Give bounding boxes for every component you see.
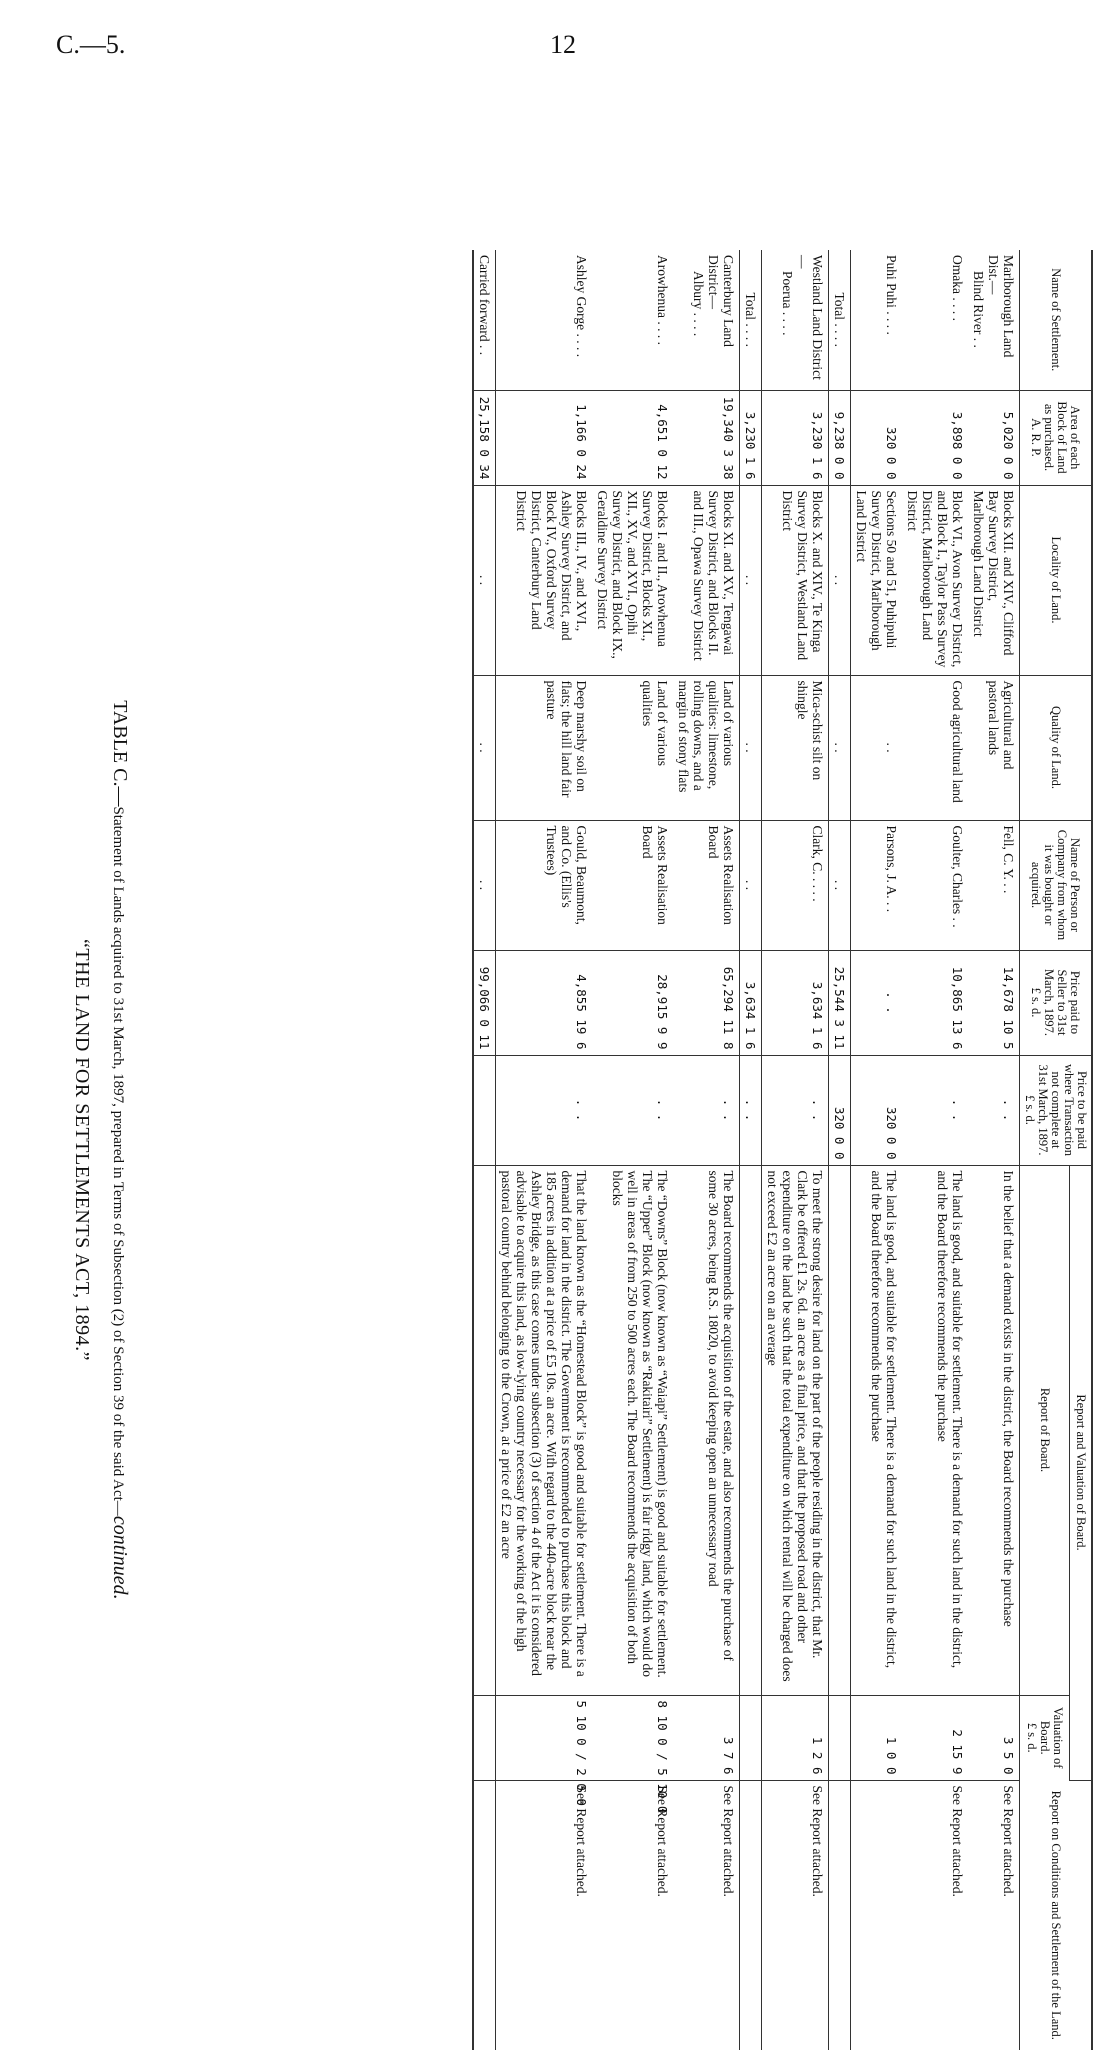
header-settlement: Name of Settlement. (1020, 250, 1093, 390)
header-price-to-pay (1020, 1055, 1093, 1165)
page-reference: C.—5. (56, 30, 126, 59)
locality-cell: Blocks XI. and XV., Tengawai Survey District, and Blocks II. and III., Opawa Survey District (673, 485, 740, 675)
price-paid-cell: 14,678 10 5 (968, 950, 1020, 1055)
header-valuation-units: £ s. d. (1025, 1722, 1040, 1753)
header-price-paid (1020, 950, 1093, 1055)
area-cell: 3,898 0 0 (902, 390, 968, 485)
page-number: 12 (550, 30, 576, 59)
locality-cell: Block VI., Avon Survey District, and Block I., Taylor Pass Survey District, Marlborough Land District (902, 485, 968, 675)
header-quality: Quality of Land. (1020, 675, 1093, 820)
header-vendor: Name of Person or Company from whom it was bought or acquired. (1020, 820, 1093, 950)
valuation-cell (740, 1695, 762, 1780)
header-board-group: Report and Valuation of Board. (1070, 1165, 1092, 1780)
table-title-prefix: TABLE C.— (109, 700, 131, 807)
lands-table (472, 250, 1093, 2050)
area-cell: 3,230 1 6 (762, 390, 829, 485)
district-heading: Westland Land District— (795, 255, 825, 380)
district-heading: Canterbury Land District— (706, 255, 736, 347)
valuation-cell: 5 10 0 / 2 0 0 (496, 1695, 593, 1780)
price-paid-cell: 4,855 19 6 (496, 950, 593, 1055)
quality-cell: Mica-schist silt on shingle (762, 675, 829, 820)
locality-cell: . . (473, 485, 496, 675)
quality-cell: Agricultural and pastoral lands (968, 675, 1020, 820)
settlement-name: Arowhenua . . . . (592, 250, 673, 390)
table-row (968, 250, 1020, 2050)
carried-forward-row (473, 250, 496, 2050)
vendor-cell: Clark, C. . . . . (762, 820, 829, 950)
area-cell: 4,651 0 12 (592, 390, 673, 485)
area-cell: 5,020 0 0 (968, 390, 1020, 485)
total-area: 3,230 1 6 (740, 390, 762, 485)
board-report-cell: That the land known as the “Homestead Block” is good and suitable for settlement. There is a demand for land in the district. The Government is recommended to purchase this block and 185 acres in addition at a price of £5 10s. an acre. With regard to the 440-acre block near the Ashley Bridge, as this case comes under subsection (3) of section 4 of the Act it is considered advisable to acquire this land, as low-lying country necessary for the working of the high pastoral country behind belonging to the Crown, at a price of £2 an acre (496, 1165, 593, 1695)
quality-cell: Deep marshy soil on flats; the hill land fair pasture (496, 675, 593, 820)
locality-cell: Blocks X. and XIV., Te Kinga Survey District, Westland Land District (762, 485, 829, 675)
conditions-cell (740, 1780, 762, 2050)
total-price-paid: 25,544 3 11 (829, 950, 851, 1055)
price-to-pay-cell: 320 0 0 (851, 1055, 903, 1165)
header-valuation-label: Valuation of Board. (1038, 1707, 1066, 1769)
quality-cell: . . (829, 675, 851, 820)
vendor-cell: Assets Realisation Board (673, 820, 740, 950)
table-row (762, 250, 829, 2050)
carried-forward-label: Carried forward . . (473, 250, 496, 390)
table-row (902, 250, 968, 2050)
valuation-cell: 1 0 0 (851, 1695, 903, 1780)
settlement-name: Omaka . . . . (902, 250, 968, 390)
board-report-cell: The Board recommends the acquisition of the estate, and also recommends the purchase of some 30 acres, being R.S. 18020, to avoid keeping open an unnecessary road (673, 1165, 740, 1695)
conditions-cell: See Report attached. (950, 1785, 965, 1897)
header-conditions: Report on Conditions and Settlement of the Land. (1020, 1780, 1093, 2050)
vendor-cell: Fell, C. Y. . . (968, 820, 1020, 950)
vendor-cell: Assets Realisation Board (592, 820, 673, 950)
area-cell: 1,166 0 24 (496, 390, 593, 485)
table-row (592, 250, 673, 2050)
price-to-pay-cell (473, 1055, 496, 1165)
settlement-name: Puhi Puhi . . . . (851, 250, 903, 390)
valuation-cell: 8 10 0 / 5 10 0 (592, 1695, 673, 1780)
total-area: 9,238 0 0 (829, 390, 851, 485)
settlement-name (762, 250, 829, 390)
quality-cell: . . (740, 675, 762, 820)
quality-cell: Land of various qualities: limestone, rolling downs, and a margin of stony flats (673, 675, 740, 820)
valuation-cell (829, 1695, 851, 1780)
conditions-cell: See Report attached. (810, 1785, 825, 1897)
vendor-cell: . . (740, 820, 762, 950)
total-label: Total . . . . (829, 250, 851, 390)
carried-forward-area: 25,158 0 34 (473, 390, 496, 485)
vendor-cell: Gould, Beaumont, and Co. (Ellis's Trustees) (496, 820, 593, 950)
price-paid-cell: 10,865 13 6 (902, 950, 968, 1055)
header-price-paid-units: £ s. d. (1029, 987, 1044, 1018)
area-cell: 19,340 3 38 (673, 390, 740, 485)
total-row (829, 250, 851, 2050)
settlement-label: Albury . . . . (691, 271, 706, 337)
carried-forward-price-paid: 99,066 0 11 (473, 950, 496, 1055)
price-to-pay-cell: . . (762, 1055, 829, 1165)
locality-cell: . . (740, 485, 762, 675)
total-label: Total . . . . (740, 250, 762, 390)
price-paid-cell: 65,294 11 8 (673, 950, 740, 1055)
valuation-cell: 3 7 6 (673, 1695, 740, 1780)
act-title: “THE LAND FOR SETTLEMENTS ACT, 1894.” (71, 939, 93, 1361)
conditions-cell (829, 1780, 851, 2050)
district-heading: Marlborough Land Dist.— (986, 255, 1016, 358)
rotated-table-block (51, 250, 1111, 2050)
price-to-pay-cell: . . (902, 1055, 968, 1165)
price-to-pay-cell: . . (968, 1055, 1020, 1165)
settlement-name: Ashley Gorge . . . . (496, 250, 593, 390)
header-price-to-pay-label: Price to be paid where Transaction not complete at 31st March, 1897. (1036, 1064, 1089, 1156)
quality-cell: Good agricultural land (902, 675, 968, 820)
header-area-units: A. R. P. (1029, 418, 1044, 457)
board-report-cell (740, 1165, 762, 1695)
header-locality: Locality of Land. (1020, 485, 1093, 675)
locality-cell: Blocks III., IV., and XVI., Ashley Survey District, and Block IV., Oxford Survey District, Canterbury Land District (496, 485, 593, 675)
board-report-cell: The land is good, and suitable for settlement. There is a demand for such land in the district, and the Board therefore recommends the purchase (851, 1165, 903, 1695)
total-price-paid: 3,634 1 6 (740, 950, 762, 1055)
vendor-cell: . . (473, 820, 496, 950)
valuation-cell: 2 15 9 (902, 1695, 968, 1780)
conditions-cell (851, 1780, 903, 2050)
price-paid-cell: 28,915 9 9 (592, 950, 673, 1055)
board-report-cell (473, 1165, 496, 1695)
conditions-cell: See Report attached. (721, 1785, 736, 1897)
locality-cell: Sections 50 and 51, Puhipuhi Survey District, Marlborough Land District (851, 485, 903, 675)
header-area-label: Area of each Block of Land as purchased. (1042, 401, 1083, 474)
conditions-cell: See Report attached. (1001, 1785, 1016, 1897)
table-title-main: Statement of Lands acquired to 31st March, 1897, prepared in Terms of Subsection (2) of Section 39 of the said Act— (110, 806, 126, 1516)
price-paid-cell: . . (851, 950, 903, 1055)
quality-cell: . . (473, 675, 496, 820)
header-price-paid-label: Price paid to Seller to 31st March, 1897. (1042, 969, 1083, 1036)
board-report-cell: In the belief that a demand exists in the district, the Board recommends the purchase (968, 1165, 1020, 1695)
locality-cell: Blocks XII. and XIV., Clifford Bay Survey District, Marlborough Land District (968, 485, 1020, 675)
conditions-cell: See Report attached. (655, 1785, 670, 1897)
price-to-pay-cell: . . (673, 1055, 740, 1165)
price-paid-cell: 3,634 1 6 (762, 950, 829, 1055)
price-to-pay-cell: . . (496, 1055, 593, 1165)
header-valuation (1020, 1695, 1070, 1780)
conditions-cell: See Report attached. (574, 1785, 589, 1897)
board-report-cell (829, 1165, 851, 1695)
settlement-label: Blind River . . (971, 271, 986, 348)
settlement-label: Poerua . . . . (780, 271, 795, 336)
locality-cell: . . (829, 485, 851, 675)
total-row (740, 250, 762, 2050)
header-area (1020, 390, 1093, 485)
quality-cell: . . (851, 675, 903, 820)
total-price-to-pay: 320 0 0 (829, 1055, 851, 1165)
table-row (496, 250, 593, 2050)
settlement-name (673, 250, 740, 390)
valuation-cell: 1 2 6 (762, 1695, 829, 1780)
table-title (108, 250, 131, 2050)
valuation-cell: 3 5 0 (968, 1695, 1020, 1780)
settlement-name (968, 250, 1020, 390)
table-row (851, 250, 903, 2050)
vendor-cell: Goulter, Charles . . (902, 820, 968, 950)
board-report-cell: The land is good, and suitable for settlement. There is a demand for such land in the district, and the Board therefore recommends the purchase (902, 1165, 968, 1695)
vendor-cell: Parsons, J. A. . . (851, 820, 903, 950)
table-title-suffix: continued. (109, 1515, 131, 1600)
area-cell: 320 0 0 (851, 390, 903, 485)
header-price-to-pay-units: £ s. d. (1023, 1095, 1037, 1125)
quality-cell: Land of various qualities (592, 675, 673, 820)
table-row (673, 250, 740, 2050)
board-report-cell: To meet the strong desire for land on the part of the people residing in the district, that Mr. Clark be offered £1 2s. 6d. an acre as a final price, and that the proposed road and other expenditure on the land be such that the total expenditure on which rental will be charged does not exceed £2 an acre on an average (762, 1165, 829, 1695)
price-to-pay-cell: . . (592, 1055, 673, 1165)
vendor-cell: . . (829, 820, 851, 950)
board-report-cell: The “Downs” Block (now known as “Waiapi” Settlement) is good and suitable for settlement. The “Upper” Block (now known as “Rakitairi” Settlement) is fair ridgy land, which would do well in areas of from 250 to 500 acres each. The Board recommends the acquisition of both blocks (592, 1165, 673, 1695)
conditions-cell (473, 1780, 496, 2050)
header-board-report: Report of Board. (1020, 1165, 1070, 1695)
valuation-cell (473, 1695, 496, 1780)
locality-cell: Blocks I. and II., Arowhenua Survey District, Blocks XI., XII., XV., and XVI., Opihi Survey District, and Block IX., Geraldine Survey District (592, 485, 673, 675)
total-price-to-pay: . . (740, 1055, 762, 1165)
